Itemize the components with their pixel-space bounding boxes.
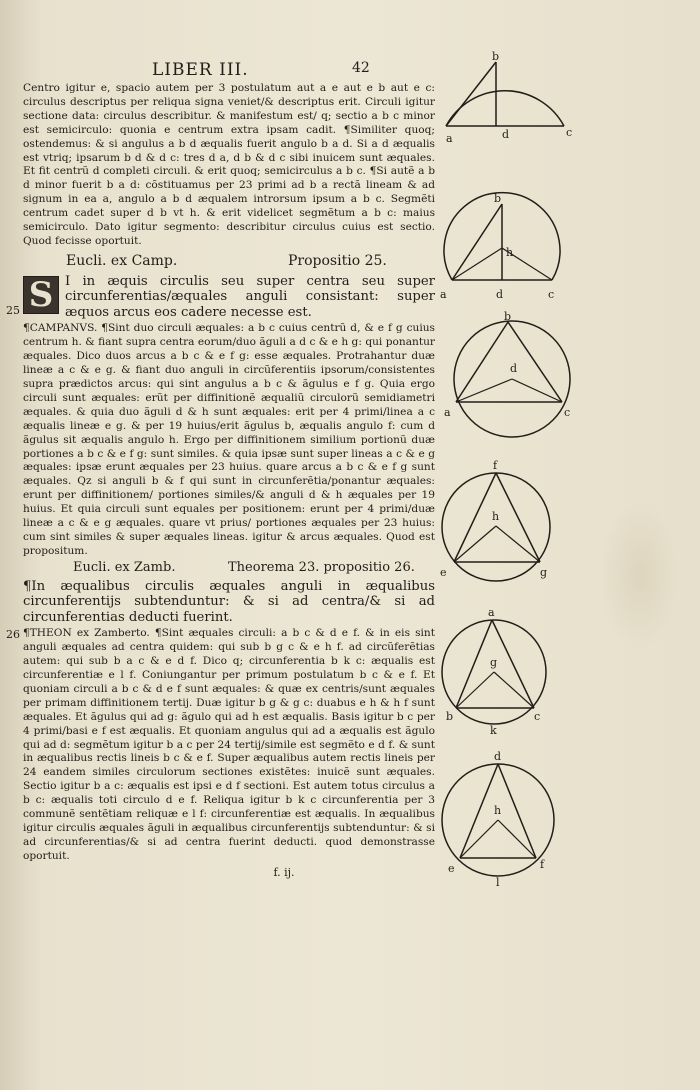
theon-commentary: ¶THEON ex Zamberto. ¶Sint æquales circuli: a b c & d e f. & in eis sint anguli æquales ad centra quidem: qui sub b g c & e h f. ad circũferẽtias autem: qui sub b a c & e d f. Dico q; circunferentia b k c: æqualis est circunferentiæ e l f. Coniungantur per primum postulatum b c & e f. Et quoniam circuli a b c & d e f sunt æquales: & quæ ex centris/sunt æquales per primam diffinitionem tertij. Duæ igitur b g & g c: duabus e h & h f sunt æquales. Et ãgulus qui ad g: ãgulo qui ad h est æqualis. Basis igitur b c per 4 primi/basi e f est æqualis. Et quoniam angulus qui ad a æqualis est ãgulo qui ad d: segmẽtum igitur b a c per 24 tertij/simile est segmẽto e d f. & sunt in æqualibus rectis lineis b c & e f. Super æqualibus autem rectis lineis per 24 eandem similes circulorum sectiones existẽtes: inuicẽ sunt æquales. Sectio igitur b a c: æqualis est ipsi e d f sectioni. Est autem totus circulus a b c: æqualis toti circulo d e f. Reliqua igitur b k c circunferentia per 3 communẽ sentẽtiam reliquæ e l f: circunferentiæ est æqualis. In æqualibus igitur circulis æquales ãguli in æqualibus circunferentijs subtenduntur: & si ad circunferentias/& si ad centra fuerint deducti. quod demonstrasse oportuit. <box>23 627 435 862</box>
label-d: d <box>502 128 510 141</box>
figure-circle-efg <box>436 460 586 585</box>
label-g: g <box>540 566 548 579</box>
arc-segment <box>446 91 564 126</box>
theorem-title: Theorema 23. propositio 26. <box>228 559 415 575</box>
label-c: c <box>548 288 555 301</box>
drop-capital: S <box>23 276 59 314</box>
figure-circle-segment <box>436 192 586 306</box>
signature-mark: f. ij. <box>273 865 295 879</box>
paragraph-proof-continuation: Centro igitur e, spacio autem per 3 postulatum aut a e aut e b aut e c: circulus descriptus per reliqua signa veniet/& descriptus erit. Circuli igitur sectione data: circulus describitur. & manifestum est/ q; sectio a b c minor est semicirculo: quonia e centrum extra ipsam cadit. ¶Similiter quoq; ostendemus: & si angulus a b d æqualis fuerit angulo b a d. Si a d æqualis est vtriq; ipsarum b d & d c: tres d a, d b & d c sibi inuicem sunt æquales. Et fit centrũ d completi circuli. & erit quoq; semicirculus a b c. ¶Si autẽ a b d minor fuerit b a d: cõstituamus per 23 primi ad b a rectã lineam & ad signum in ea a, angulo a b d æqualem introrsum ipsum a b c. Segmẽti centrum cadet super d b vt h. & erit videlicet segmẽtum a b c: maius semicirculo. Dato igitur segmento: describitur circulus cuius est sectio. Quod fecisse oportuit. <box>23 82 435 247</box>
label-l: l <box>496 876 500 889</box>
line-ab <box>456 620 492 708</box>
label-f: f <box>540 858 545 871</box>
label-b: b <box>492 50 500 63</box>
line-ab <box>452 204 502 280</box>
label-c: c <box>564 406 571 419</box>
label-b: b <box>446 710 454 723</box>
radius-hf <box>498 820 536 858</box>
running-head: LIBER III. <box>152 60 249 80</box>
label-a: a <box>446 132 453 145</box>
label-h: h <box>492 510 500 523</box>
line-ah <box>452 248 502 280</box>
line-ab <box>456 322 508 402</box>
section-heading-25 <box>23 252 435 274</box>
label-d: d <box>510 362 518 375</box>
proposition-text: I in æquis circulis seu super centra seu super circunferentias/æquales anguli consistant: super æquos arcus eos cadere necesse est. <box>65 273 435 320</box>
radius-gc <box>494 672 534 708</box>
label-h: h <box>506 246 514 259</box>
figure-circle-abc <box>436 310 586 445</box>
label-e: e <box>440 566 447 579</box>
section-source-label: Eucli. ex Camp. <box>66 252 178 269</box>
text-column <box>23 82 435 880</box>
line-df <box>498 764 536 858</box>
radius-hg <box>496 526 540 562</box>
label-c: c <box>566 126 573 139</box>
figures-column <box>436 48 586 908</box>
page-header <box>0 60 440 84</box>
figure-circle-def-h <box>436 748 586 888</box>
figure-circle-abc-g <box>436 606 586 737</box>
line-fg <box>496 473 540 562</box>
label-a: a <box>440 288 447 301</box>
campanus-commentary: ¶CAMPANVS. ¶Sint duo circuli æquales: a b c cuius centrũ d, & e f g cuius centrum h. & fiant supra centra eorum/duo ãguli a d c & e h g: qui ponantur æquales. Dico duos arcus a b c & e f g: esse æquales. Protrahantur duæ lineæ a c & e g. & fiant duo anguli in circũferentiis ipsorum/consistentes supra prædictos arcus: qui sint angulus a b c & ãgulus e f g. Quia ergo circuli sunt æquales: erũt per diffinitionẽ æqualiũ circulorũ semidiametri æquales. & quia duo ãguli d & h sunt æquales: erit per 4 primi/linea a c æqualis lineæ e g. & per 19 huius/erit ãgulus b, æqualis angulo f: cum d ãgulus sit æqualis angulo h. Ergo per diffinitionem similium portionũ duæ portiones a b c & e f g: sunt similes. & quia ipsæ sunt super lineas a c & e g æquales: ipsæ erunt æquales per 23 huius. quare arcus a b c & e f g sunt æquales. Qz si anguli b & f qui sunt in circunferẽtia/ponantur æquales: erunt per diffinitionem/ portiones similes/& anguli d & h æquales per 19 huius. Et quia circuli sunt equales per positionem: erunt per 4 primi/duæ lineæ a c & e g æquales. quare vt prius/ portiones æquales per 23 huius: cum sint similes & super æquales lineas. igitur & arcus æquales. Quod est propositum. <box>23 322 435 557</box>
label-f: f <box>493 459 498 472</box>
margin-number-26: 26 <box>6 628 20 641</box>
circle-outline <box>442 473 550 581</box>
line-de <box>460 764 498 858</box>
label-g: g <box>490 656 498 669</box>
paper-stain <box>600 500 680 650</box>
radius-ad <box>456 379 512 402</box>
radius-eh <box>454 526 496 562</box>
label-d: d <box>496 288 504 301</box>
section-heading-26 <box>23 561 435 579</box>
section-source-label: Eucli. ex Zamb. <box>73 559 176 575</box>
label-a: a <box>488 606 495 619</box>
label-e: e <box>448 862 455 875</box>
figure-semicircle <box>436 48 586 148</box>
label-a: a <box>444 406 451 419</box>
label-b: b <box>504 310 512 323</box>
proposition-title: Propositio 25. <box>288 252 387 269</box>
label-d: d <box>494 750 502 763</box>
line-ab <box>446 62 496 126</box>
proposition-25-statement <box>23 274 435 321</box>
label-k: k <box>490 724 497 737</box>
radius-eh <box>460 820 498 858</box>
folio-number: 42 <box>352 60 370 76</box>
margin-number-25: 25 <box>6 304 20 317</box>
label-c: c <box>534 710 541 723</box>
label-b: b <box>494 192 502 205</box>
proposition-26-statement: ¶In æqualibus circulis æquales anguli in æqualibus circunferentijs subtenduntur: & si ad centra/& si ad circunferentias deducti fuerint. <box>23 578 435 625</box>
radius-bg <box>456 672 494 708</box>
label-h: h <box>494 804 502 817</box>
